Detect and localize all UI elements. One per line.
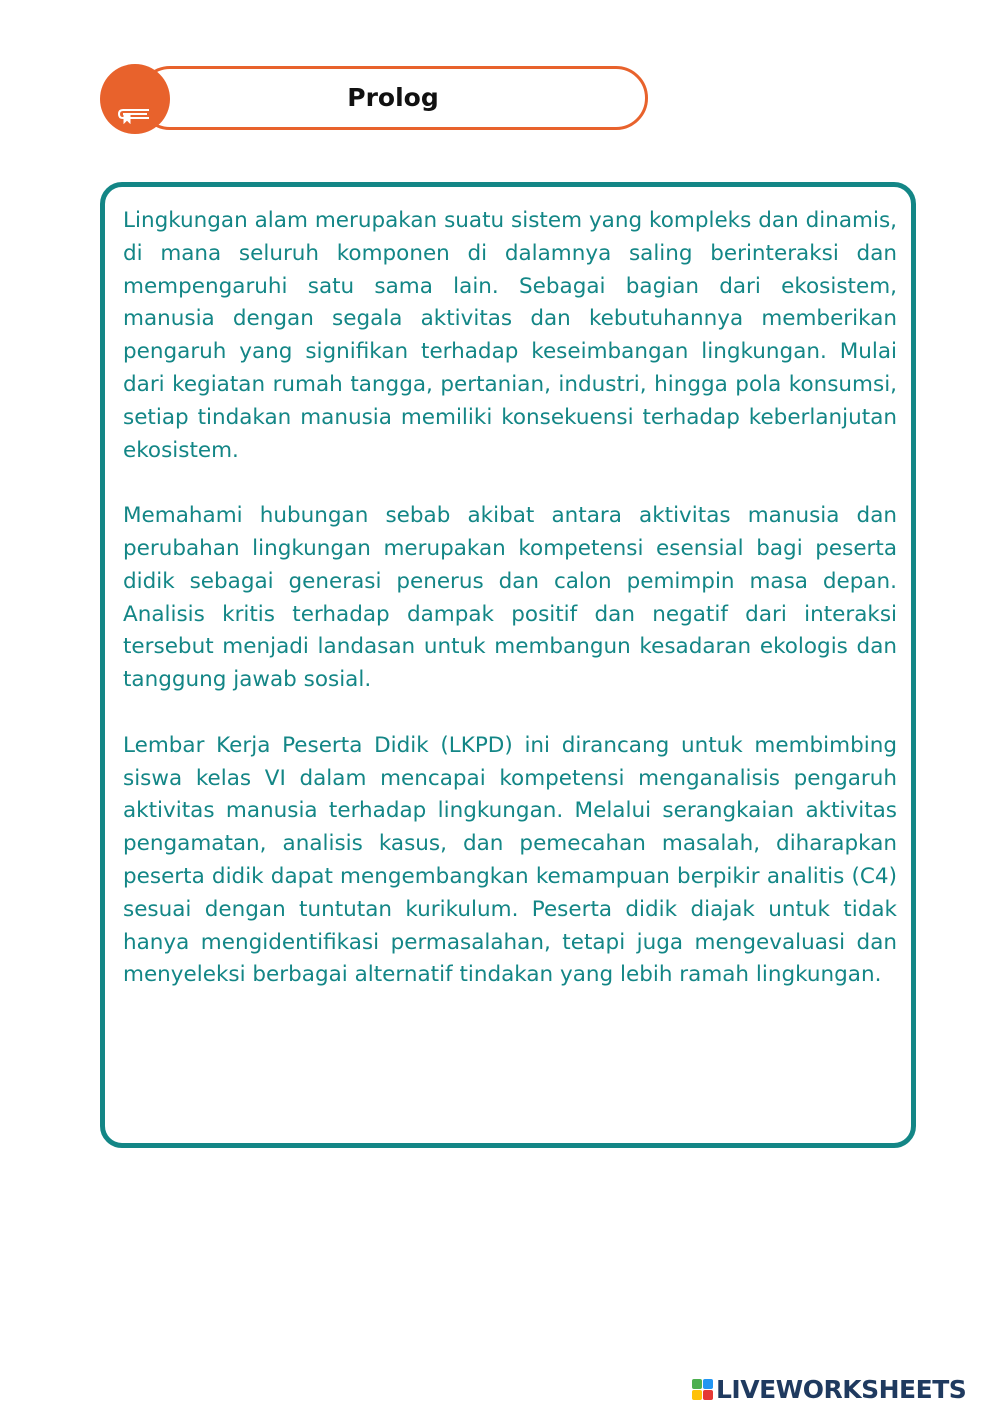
prolog-card xyxy=(100,182,916,1148)
section-header xyxy=(100,64,652,136)
paragraph-3: Lembar Kerja Peserta Didik (LKPD) ini dirancang untuk membimbing siswa kelas VI dalam mencapai kompetensi menganalisis pengaruh aktivitas manusia terhadap lingkungan. Melalui serangkaian aktivitas pengamatan, analisis kasus, dan pemecahan masalah, diharapkan peserta didik dapat mengembangkan kemampuan berpikir analitis (C4) sesuai dengan tuntutan kurikulum. Peserta didik diajak untuk tidak hanya mengidentifikasi permasalahan, tetapi juga mengevaluasi dan menyeleksi berbagai alternatif tindakan yang lebih ramah lingkungan. xyxy=(123,732,897,988)
page-title-text: Prolog xyxy=(347,83,439,112)
page-title xyxy=(138,66,686,130)
liveworksheets-logo-icon xyxy=(692,1379,713,1400)
liveworksheets-brand: LIVEWORKSHEETS xyxy=(716,1374,967,1404)
liveworksheets-logo xyxy=(692,1372,966,1406)
prolog-text xyxy=(123,205,897,1025)
paragraph-2: Memahami hubungan sebab akibat antara aktivitas manusia dan perubahan lingkungan merupakan kompetensi esensial bagi peserta didik sebagai generasi penerus dan calon pemimpin masa depan. Analisis kritis terhadap dampak positif dan negatif dari interaksi tersebut menjadi landasan untuk membangun kesadaran ekologis dan tanggung jawab sosial. xyxy=(123,503,897,693)
paragraph-1: Lingkungan alam merupakan suatu sistem yang kompleks dan dinamis, di mana seluruh komponen di dalamnya saling berinteraksi dan mempengaruhi satu sama lain. Sebagai bagian dari ekosistem, manusia dengan segala aktivitas dan kebutuhannya memberikan pengaruh yang signifikan terhadap keseimbangan lingkungan. Mulai dari kegiatan rumah tangga, pertanian, industri, hingga pola konsumsi, setiap tindakan manusia memiliki konsekuensi terhadap keberlanjutan ekosistem. xyxy=(123,208,897,463)
